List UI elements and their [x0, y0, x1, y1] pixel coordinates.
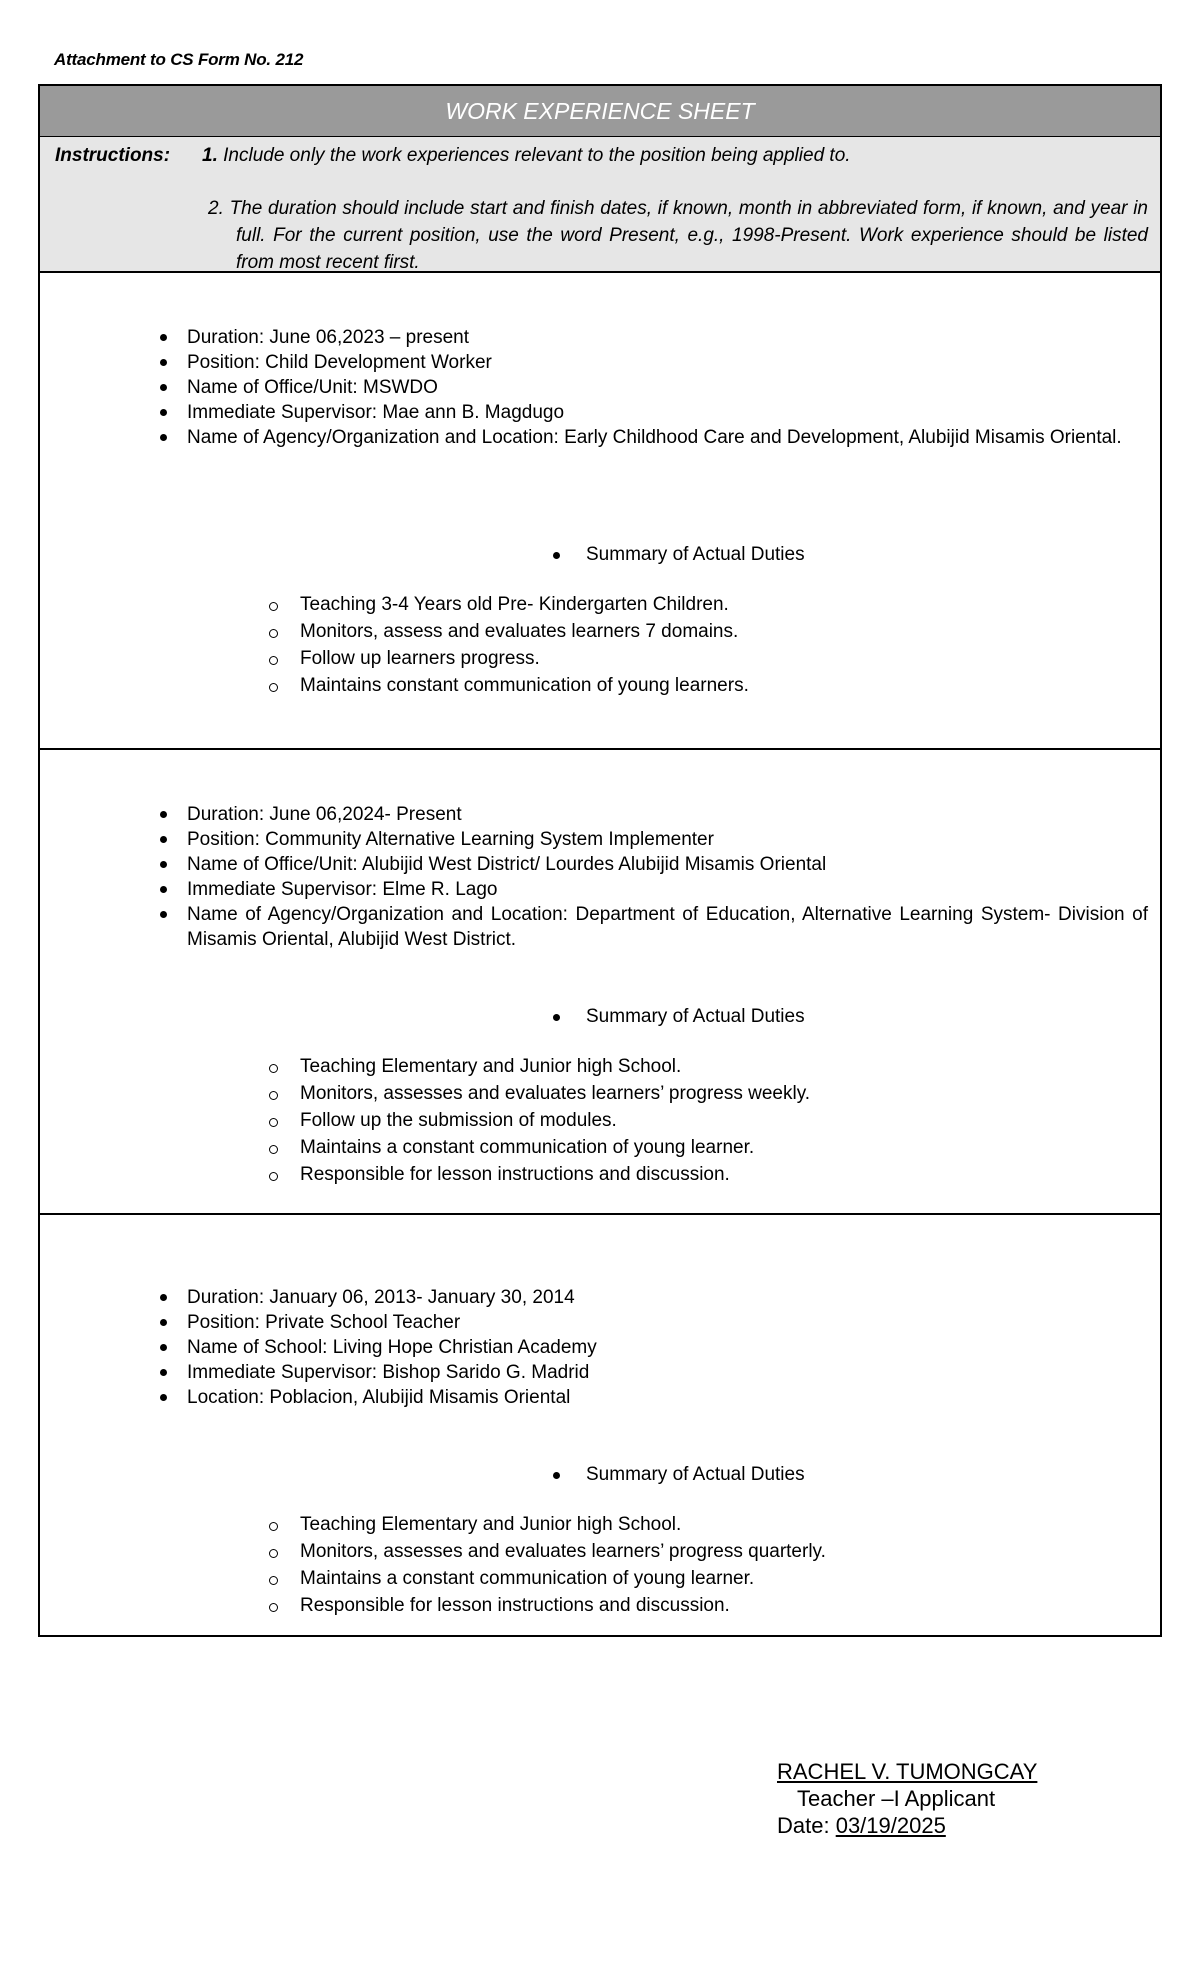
entry-detail-supervisor: Immediate Supervisor: Elme R. Lago — [148, 877, 1148, 902]
instruction-item-2: 2. The duration should include start and finish dates, if known, month in abbreviated form, if known, and year in full. For the current position, use the word Present, e.g., 1998-Present. Work experience should be listed from most recent first. — [208, 198, 1148, 273]
summary-of-duties-label: Summary of Actual Duties — [586, 544, 805, 565]
entry-detail-office: Name of Office/Unit: Alubijid West District/ Lourdes Alubijid Misamis Oriental — [148, 852, 1148, 877]
signature-date — [777, 1812, 1037, 1839]
duty-item: Follow up learners progress. — [262, 645, 749, 672]
date-label: Date: — [777, 1813, 836, 1838]
duty-item: Teaching Elementary and Junior high School. — [262, 1053, 810, 1080]
duties-list — [262, 591, 749, 699]
instructions-block — [40, 137, 1160, 273]
sheet-title: WORK EXPERIENCE SHEET — [40, 86, 1160, 137]
instruction-item-1-text: Include only the work experiences relevant to the position being applied to. — [223, 145, 851, 166]
entry-detail-duration: Duration: January 06, 2013- January 30, 2014 — [148, 1285, 1148, 1310]
entry-detail-supervisor: Immediate Supervisor: Bishop Sarido G. Madrid — [148, 1360, 1148, 1385]
duty-item: Maintains a constant communication of young learner. — [262, 1134, 810, 1161]
attachment-label: Attachment to CS Form No. 212 — [54, 50, 304, 69]
duty-item: Follow up the submission of modules. — [262, 1107, 810, 1134]
instructions-label: Instructions: — [55, 145, 171, 166]
duty-item: Maintains constant communication of young learners. — [262, 672, 749, 699]
duty-item: Monitors, assess and evaluates learners 7 domains. — [262, 618, 749, 645]
entry-details — [148, 802, 1148, 952]
instruction-item-1-number: 1. — [202, 145, 218, 166]
applicant-role: Teacher –I Applicant — [797, 1786, 996, 1811]
duty-item: Maintains a constant communication of young learner. — [262, 1565, 826, 1592]
entry-detail-agency: Name of Agency/Organization and Location: Department of Education, Alternative Learning System- Division of Misamis Oriental, Alubijid West District. — [148, 902, 1148, 952]
entry-detail-duration: Duration: June 06,2023 – present — [148, 325, 1148, 350]
work-experience-sheet — [38, 84, 1162, 1637]
work-entry — [40, 1215, 1160, 1639]
entry-detail-supervisor: Immediate Supervisor: Mae ann B. Magdugo — [148, 400, 1148, 425]
entry-detail-school: Name of School: Living Hope Christian Academy — [148, 1335, 1148, 1360]
entry-detail-position: Position: Private School Teacher — [148, 1310, 1148, 1335]
duty-item: Monitors, assesses and evaluates learners’ progress weekly. — [262, 1080, 810, 1107]
work-entry — [40, 750, 1160, 1215]
signature-block — [777, 1758, 1037, 1839]
work-entry — [40, 273, 1160, 750]
duty-item: Teaching Elementary and Junior high School. — [262, 1511, 826, 1538]
summary-of-duties-label: Summary of Actual Duties — [586, 1464, 805, 1485]
summary-of-duties-label: Summary of Actual Duties — [586, 1006, 805, 1027]
entry-details — [148, 1285, 1148, 1410]
entry-detail-position: Position: Child Development Worker — [148, 350, 1148, 375]
entry-detail-duration: Duration: June 06,2024- Present — [148, 802, 1148, 827]
duties-list — [262, 1053, 810, 1188]
duty-item: Monitors, assesses and evaluates learners’ progress quarterly. — [262, 1538, 826, 1565]
duty-item: Responsible for lesson instructions and discussion. — [262, 1592, 826, 1619]
duty-item: Responsible for lesson instructions and discussion. — [262, 1161, 810, 1188]
duty-item: Teaching 3-4 Years old Pre- Kindergarten Children. — [262, 591, 749, 618]
instruction-item-1 — [202, 145, 851, 167]
entry-detail-agency: Name of Agency/Organization and Location: Early Childhood Care and Development, Alubijid Misamis Oriental. — [148, 425, 1148, 450]
entry-details — [148, 325, 1148, 450]
entry-detail-office: Name of Office/Unit: MSWDO — [148, 375, 1148, 400]
applicant-name: RACHEL V. TUMONGCAY — [777, 1759, 1038, 1784]
entry-detail-location: Location: Poblacion, Alubijid Misamis Oriental — [148, 1385, 1148, 1410]
duties-list — [262, 1511, 826, 1619]
entry-detail-position: Position: Community Alternative Learning System Implementer — [148, 827, 1148, 852]
date-value: 03/19/2025 — [835, 1813, 946, 1838]
